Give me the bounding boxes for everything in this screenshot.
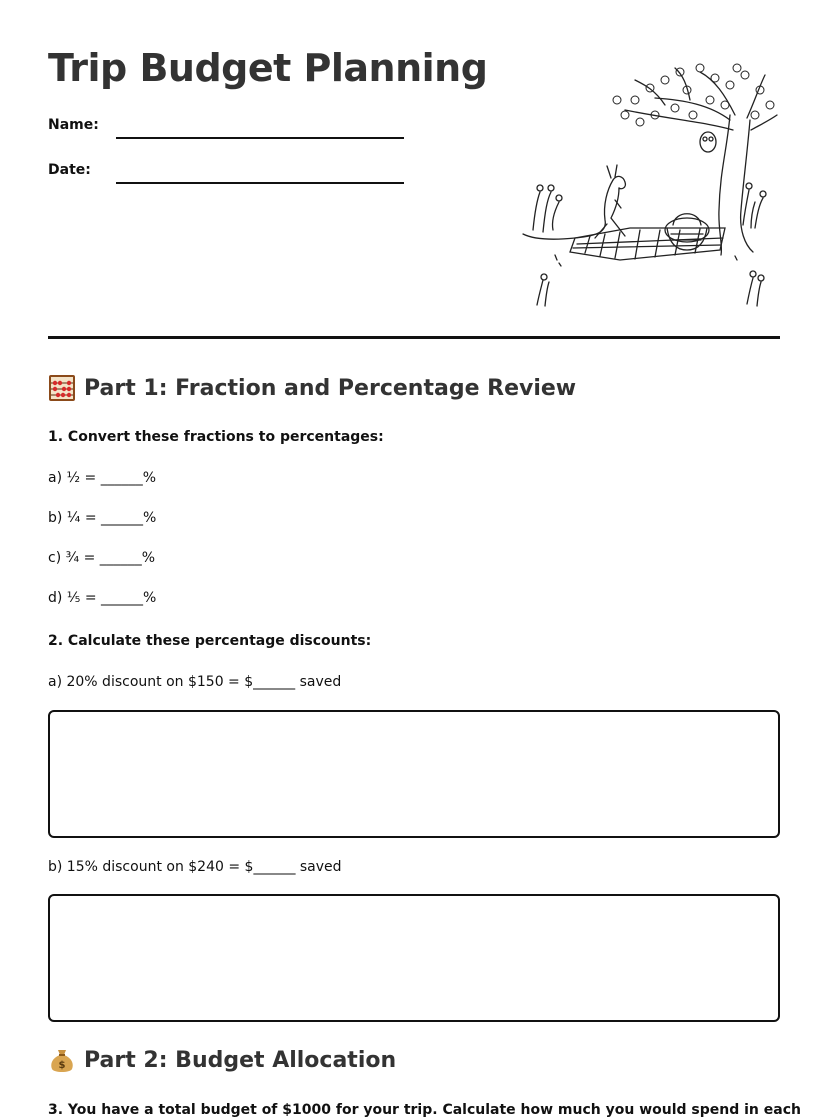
name-blank-line[interactable] [116,137,404,139]
q2-item-b: b) 15% discount on $240 = $______ saved [48,859,342,875]
date-blank-line[interactable] [116,182,404,184]
part1-heading-text: Part 1: Fraction and Percentage Review [84,375,577,401]
part2-heading [48,1046,396,1074]
part1-heading [48,374,576,402]
worksheet-title: Trip Budget Planning [48,46,488,90]
q1-item-a: a) ½ = ______% [48,470,156,486]
q1-item-d: d) ⅕ = ______% [48,590,157,606]
name-label: Name: [48,117,99,133]
question-1: 1. Convert these fractions to percentages: [48,429,384,445]
q1-item-b: b) ¼ = ______% [48,510,157,526]
abacus-icon [48,374,76,402]
answer-box-q2a[interactable] [48,710,780,838]
part2-heading-text: Part 2: Budget Allocation [84,1047,397,1073]
q1-item-c: c) ¾ = ______% [48,550,156,566]
picnic-kangaroo-illustration [515,60,780,315]
question-2: 2. Calculate these percentage discounts: [48,633,372,649]
svg-text:$: $ [58,1060,66,1071]
date-label: Date: [48,162,91,178]
answer-box-q2b[interactable] [48,894,780,1022]
q2-item-a: a) 20% discount on $150 = $______ saved [48,674,342,690]
money-bag-icon [48,1046,76,1074]
question-3: 3. You have a total budget of $1000 for your trip. Calculate how much you would spend in each [48,1102,801,1118]
section-divider [48,336,780,339]
